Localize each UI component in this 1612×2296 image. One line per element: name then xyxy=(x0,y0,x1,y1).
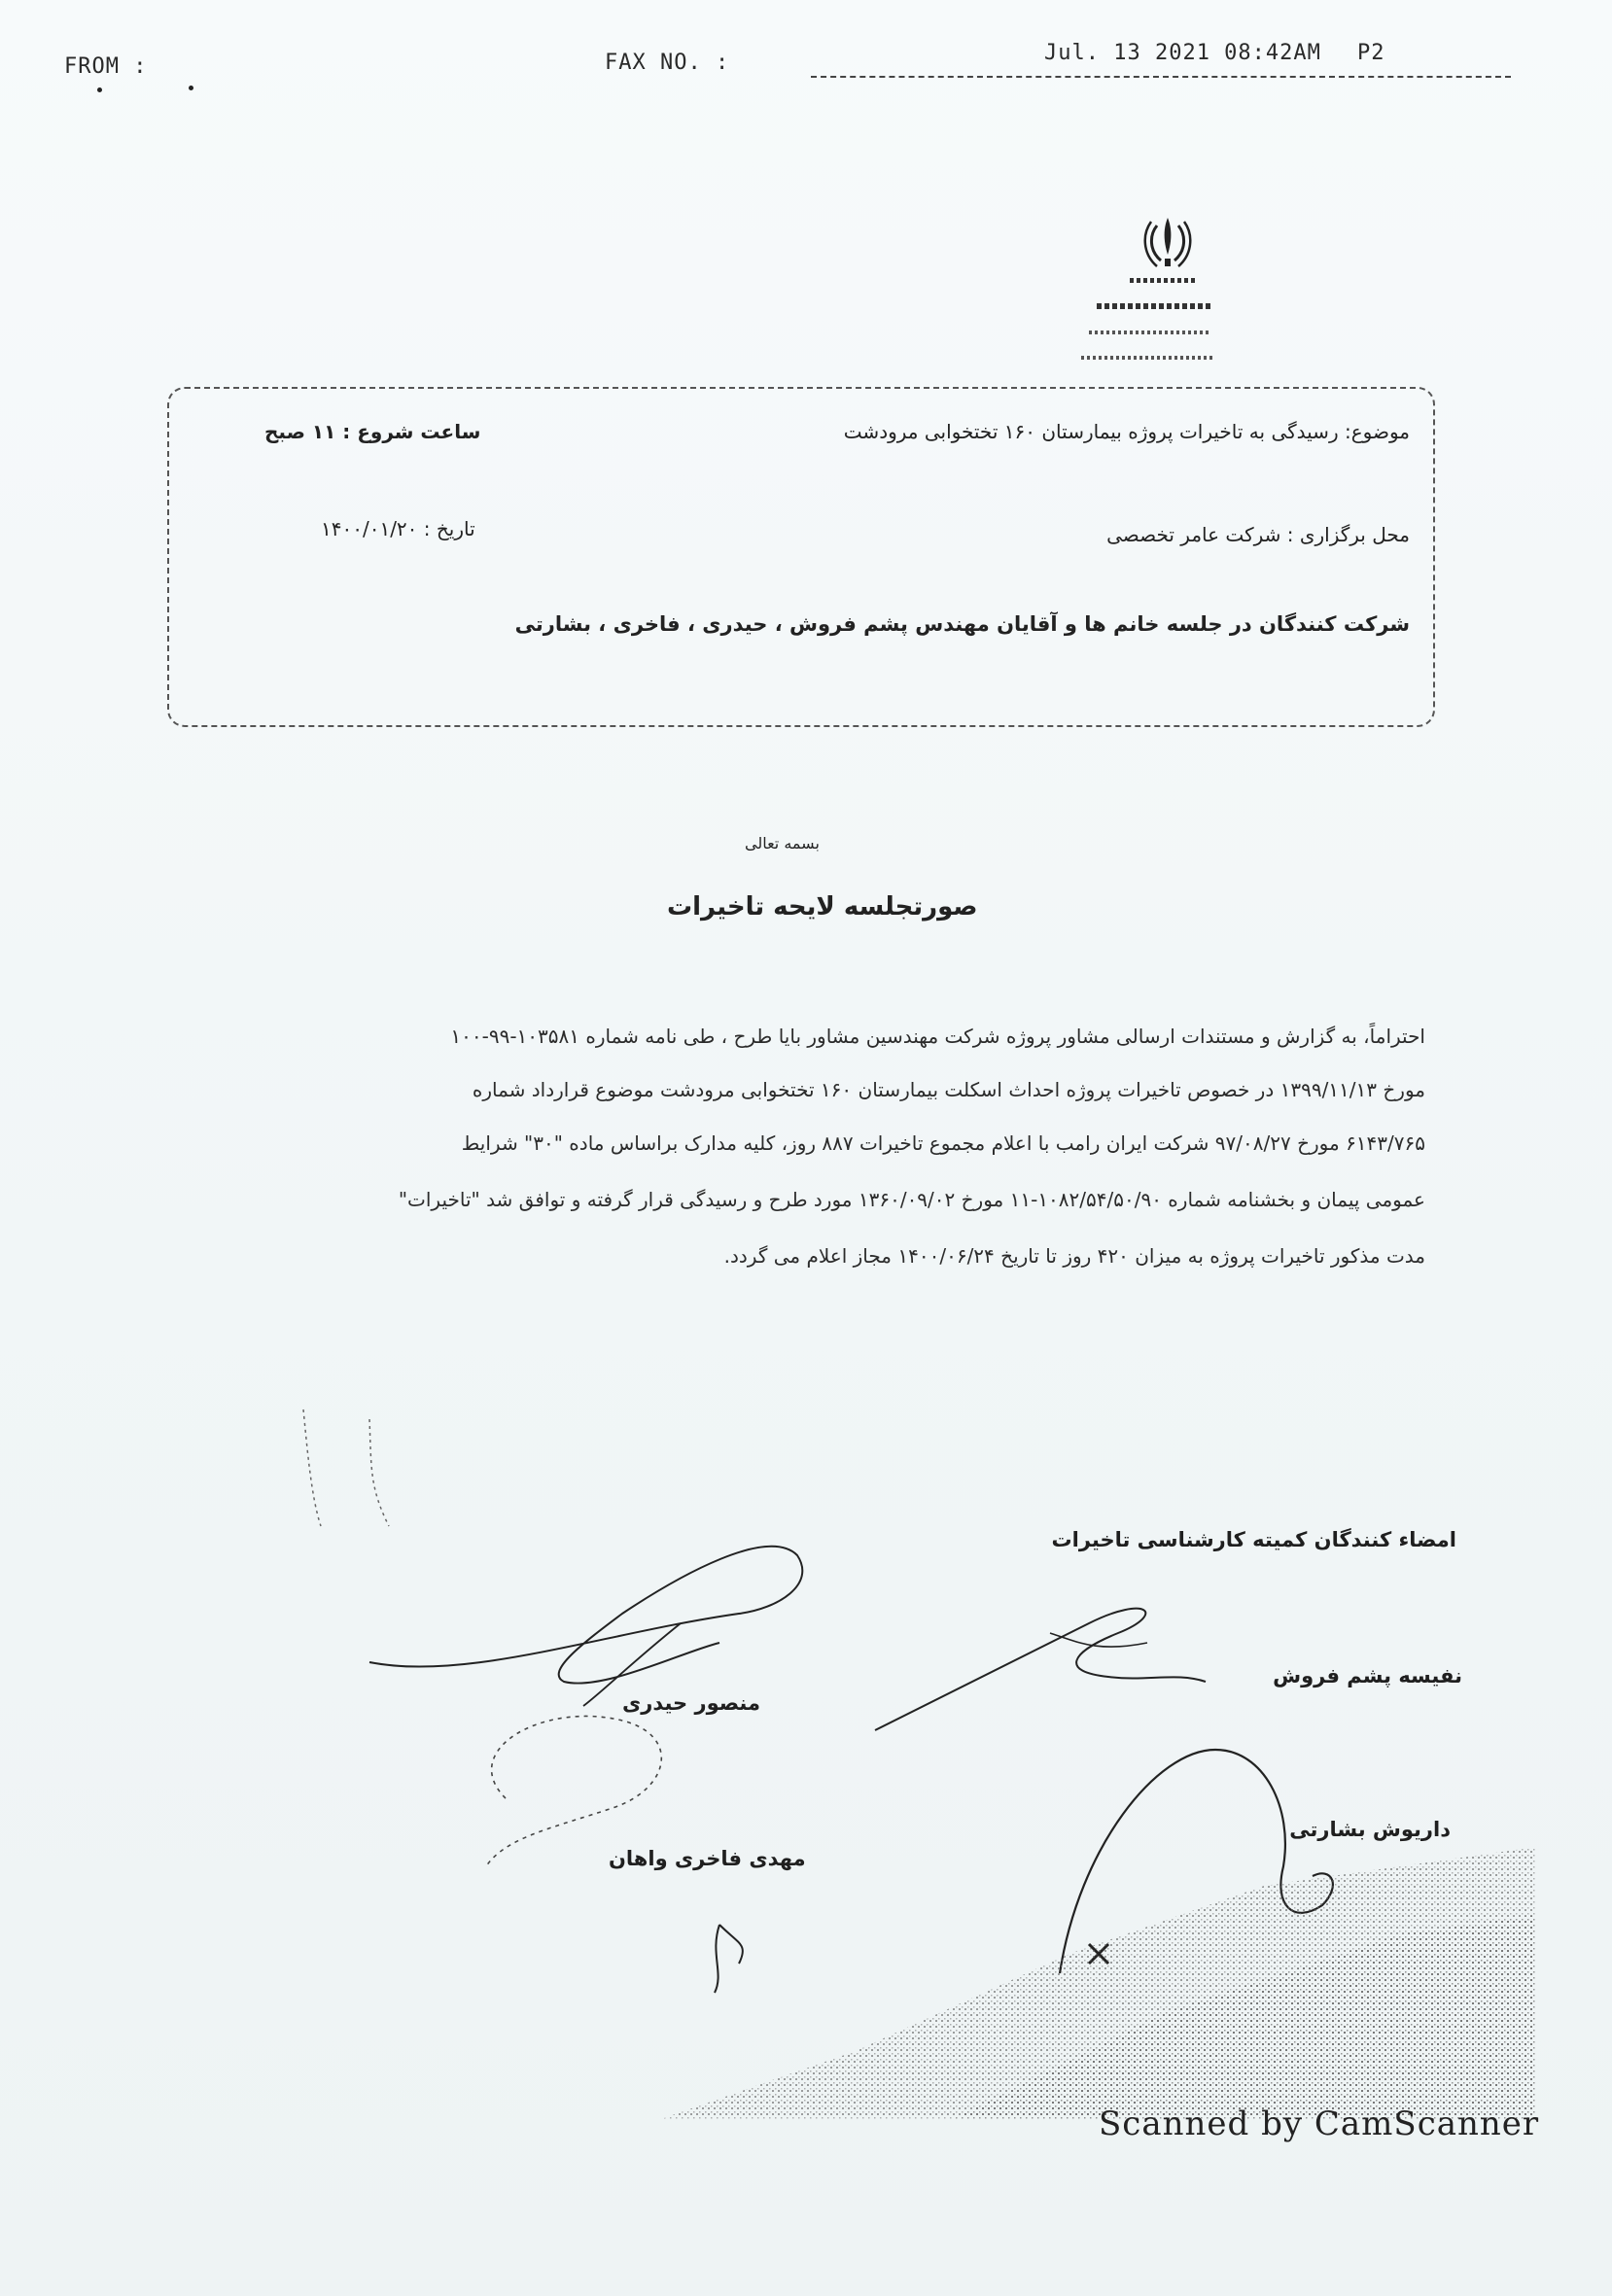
meeting-attendees: شرکت کنندگان در جلسه خانم ها و آقایان مهندس پشم فروش ، حیدری ، فاخری ، بشارتی xyxy=(514,612,1410,636)
meeting-venue: محل برگزاری : شرکت عامر تخصصی xyxy=(1106,523,1410,546)
fax-number-label: FAX NO. : xyxy=(605,51,730,75)
letterhead-line xyxy=(1081,356,1213,360)
signatory-besharati: داریوش بشارتی xyxy=(1289,1818,1451,1841)
signatory-heidari: منصور حیدری xyxy=(622,1691,761,1715)
body-line: احتراماً، به گزارش و مستندات ارسالی مشاور پروژه شرکت مهندسین مشاور بایا طرح ، طی نامه شماره ۱۰۳۵۸۱-۹۹-۱۰۰ xyxy=(450,1025,1425,1048)
fax-from-label: FROM : xyxy=(64,54,148,79)
speck-dot xyxy=(97,87,102,92)
basmala: بسمه تعالی xyxy=(745,834,820,852)
committee-signatories-label: امضاء کنندگان کمیته کارشناسی تاخیرات xyxy=(1051,1528,1456,1551)
document-title: صورتجلسه لایحه تاخیرات xyxy=(667,892,978,922)
fax-header-dashes xyxy=(811,76,1511,78)
body-line: مورخ ۱۳۹۹/۱۱/۱۳ در خصوص تاخیرات پروژه احداث اسکلت بیمارستان ۱۶۰ تختخوابی مرودشت موضوع قرارداد شماره xyxy=(472,1078,1425,1101)
meeting-date: تاریخ : ۱۴۰۰/۰۱/۲۰ xyxy=(321,517,475,540)
letterhead-line xyxy=(1097,303,1213,309)
letterhead-line xyxy=(1089,330,1211,334)
fax-timestamp: Jul. 13 2021 08:42AM xyxy=(1044,41,1321,65)
signatory-pashmforoush: نفیسه پشم فروش xyxy=(1273,1664,1462,1687)
emblem-icon xyxy=(1138,212,1198,272)
scan-noise-texture xyxy=(661,1827,1536,2119)
speck-dot xyxy=(189,86,193,90)
body-line: ۶۱۴۳/۷۶۵ مورخ ۹۷/۰۸/۲۷ شرکت ایران رامب با اعلام مجموع تاخیرات ۸۸۷ روز، کلیه مدارک براساس ماده "۳۰" شرایط xyxy=(461,1131,1425,1155)
scanned-by-watermark: Scanned by CamScanner xyxy=(1099,2105,1540,2143)
fax-page-number: P2 xyxy=(1357,41,1385,65)
meeting-subject: موضوع: رسیدگی به تاخیرات پروژه بیمارستان ۱۶۰ تختخوابی مرودشت xyxy=(843,420,1410,443)
body-line: عمومی پیمان و بخشنامه شماره ۱۰۸۲/۵۴/۵۰/۹۰-۱۱ مورخ ۱۳۶۰/۰۹/۰۲ مورد طرح و رسیدگی قرار گرفته و توافق شد "تاخیرات" xyxy=(398,1188,1425,1211)
letterhead-line xyxy=(1130,278,1198,283)
signatory-fakheri: مهدی فاخری واهان xyxy=(609,1847,806,1870)
meeting-start-time: ساعت شروع : ۱۱ صبح xyxy=(264,420,481,443)
body-line: مدت مذکور تاخیرات پروژه به میزان ۴۲۰ روز تا تاریخ ۱۴۰۰/۰۶/۲۴ مجاز اعلام می گردد. xyxy=(723,1244,1425,1268)
body-paragraph xyxy=(191,1025,1425,1316)
